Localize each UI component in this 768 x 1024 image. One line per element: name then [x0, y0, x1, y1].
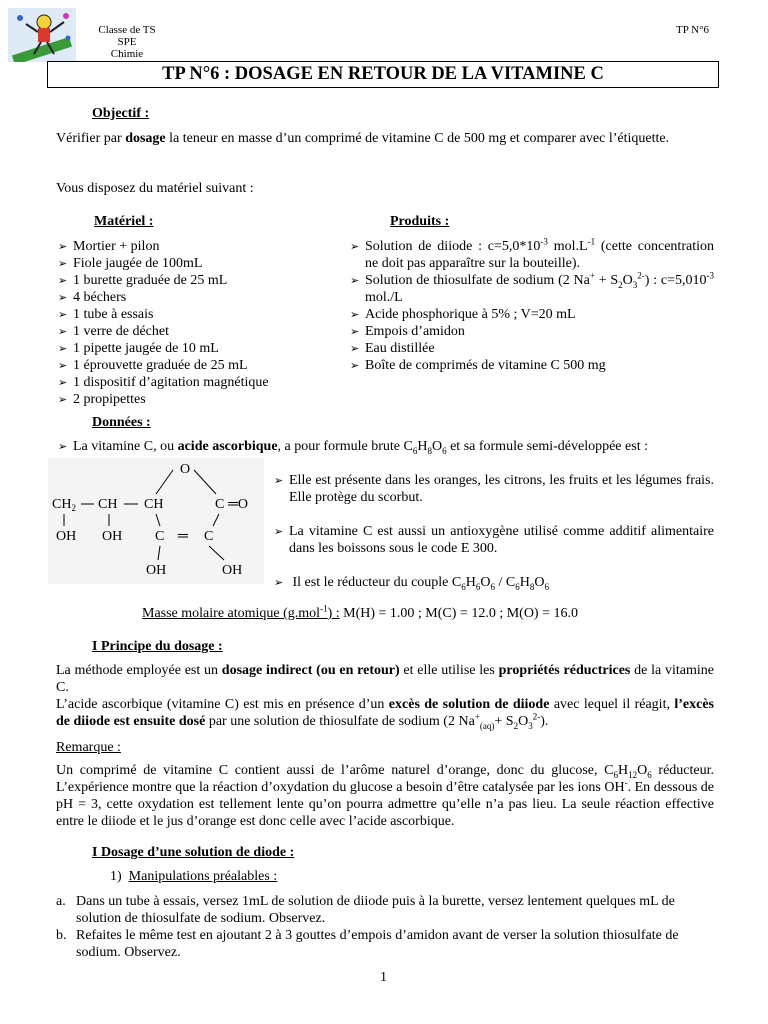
list-item: ➢ Acide phosphorique à 5% ; V=20 mL: [350, 306, 714, 323]
list-item: ➢ 1 verre de déchet: [58, 323, 338, 340]
principe-text: La méthode employée est un dosage indirect (ou en retour) et elle utilise les propriétés réductrices de la vitamine C. L’acide ascorbique (vitamine C) est mis en présence d’un excès de solution de diiode avec lequel il réagit, l’excès de diiode est ensuite dosé par une solution de thiosulfate de sodium (2 $Na^+_{(aq)}+ S_2O_3^{2-}$).: [56, 663, 714, 731]
class-header: [92, 24, 162, 60]
remarque-text: Un comprimé de vitamine C contient aussi de l’arôme naturel d’orange, donc du glucose, $C_6H_{12}O_6$ réducteur. L’expérience montre que la réaction d’oxydation du glucose a besoin d’être catalysée par les ions OH-. En dessous de pH = 3, cette oxydation est tellement lente qu’on pourra admettre qu’elle n’a pas lieu. La seule réaction effective entre le diiode et le jus d’orange est donc celle avec l’acide ascorbique.: [56, 763, 715, 829]
page-number: 1: [380, 970, 387, 985]
subject-line: Chimie: [110, 48, 144, 60]
list-item: ➢ La vitamine C est aussi un antioxygène utilisé comme additif alimentaire dans les boissons sous le code E 300.: [274, 523, 714, 557]
item-b-text: Refaites le même test en ajoutant 2 à 3 gouttes d’empois d’amidon avant de verser la solution thiosulfate de sodium. Observez.: [76, 928, 679, 960]
list-item: ➢ Fiole jaugée de 100mL: [58, 255, 338, 272]
item-a-label: a.: [56, 894, 66, 909]
list-item: ➢ Solution de thiosulfate de sodium (2 $Na^+ + S_2O_3^{2-}$) : $c=5,010^{-3}$ mol./L: [350, 272, 714, 306]
struct-ch-a: CH: [98, 497, 118, 512]
struct-eq-o: ═O: [228, 497, 249, 512]
list-item: ➢ 1 burette graduée de 25 mL: [58, 272, 338, 289]
masse-molaire: [142, 605, 578, 622]
list-item: ➢ Boîte de comprimés de vitamine C 500 mg: [350, 357, 714, 374]
list-item: ➢ Eau distillée: [350, 340, 714, 357]
list-item: ➢ 1 pipette jaugée de 10 mL: [58, 340, 338, 357]
list-item: ➢ Il est le réducteur du couple $C_6H_6O_6 / C_6H_8O_6$: [274, 574, 714, 591]
struct-ch-b: CH: [144, 497, 164, 512]
class-line: Classe de TS SPE: [98, 24, 156, 48]
objectif-heading: Objectif :: [92, 106, 150, 121]
list-item: ➢ La vitamine C, ou acide ascorbique, a pour formule brute $C_6H_8O_6$ et sa formule semi-développée est :: [58, 438, 718, 455]
tp-number: TP N°6: [676, 24, 710, 36]
dosage-heading: I Dosage d’une solution de diode :: [92, 845, 295, 860]
struct-oh-4: OH: [222, 563, 243, 578]
remarque-heading: Remarque :: [56, 740, 121, 755]
masse-values: M(H) = 1.00 ; M(C) = 12.0 ; M(O) = 16.0: [339, 606, 578, 621]
list-item: ➢ 1 tube à essais: [58, 306, 338, 323]
formula-text-bold: acide ascorbique: [177, 439, 278, 454]
remarque-line-3: . En dessous de pH = 3, cette oxydation est tellement lente qu’on pourra admettre qu’elle n’a pas lieu. La seule réaction effective entre le diiode et le jus d’orange est donc celle avec l’acide ascorbique.: [56, 780, 715, 829]
list-item: ➢ 1 dispositif d’agitation magnétique: [58, 374, 338, 391]
list-item: ➢ 4 béchers: [58, 289, 338, 306]
vitamin-facts: [274, 472, 714, 591]
principe-heading: I Principe du dosage :: [92, 639, 223, 654]
sub-number: 1): [110, 869, 122, 884]
struct-oh-3: OH: [146, 563, 167, 578]
page-title: TP N°6 : DOSAGE EN RETOUR DE LA VITAMINE C: [47, 61, 719, 88]
struct-o-top: O: [180, 462, 191, 477]
struct-oh-1: OH: [56, 529, 77, 544]
sub-heading-text: Manipulations préalables :: [128, 869, 278, 884]
formula-text-b: , a pour formule brute C: [277, 439, 413, 454]
remarque-line-2: réducteur. L’expérience montre que la réaction d’oxydation du glucose a besoin d’être catalysée par les ions OH: [56, 763, 715, 795]
masse-label: Masse molaire atomique (g.mol$^{-1}$) :: [142, 603, 340, 621]
list-item: ➢ Elle est présente dans les oranges, les citrons, les fruits et les légumes frais. Elle protège du scorbut.: [274, 472, 714, 506]
produits-list: [350, 238, 714, 374]
formula-text-c: et sa formule semi-développée est :: [446, 439, 648, 454]
list-item: ➢ 1 éprouvette graduée de 25 mL: [58, 357, 338, 374]
list-item: ➢ Mortier + pilon: [58, 238, 338, 255]
formula-bullet: [58, 438, 718, 455]
produits-heading: Produits :: [390, 214, 450, 229]
intro-text: Vous disposez du matériel suivant :: [56, 181, 254, 196]
item-b-label: b.: [56, 928, 67, 943]
struct-c-right: C: [215, 497, 225, 512]
list-item: ➢ Empois d’amidon: [350, 323, 714, 340]
formula-text-a: La vitamine C, ou: [73, 439, 178, 454]
objectif-text-a: Vérifier par: [56, 131, 126, 146]
school-logo: [8, 8, 76, 62]
materiel-heading: Matériel :: [94, 214, 154, 229]
struct-c-bl: C: [155, 529, 165, 544]
objectif-text-b: la teneur en masse d’un comprimé de vitamine C de 500 mg et comparer avec l’étiquette.: [165, 131, 670, 146]
objectif-text: [56, 130, 714, 147]
item-a-text: Dans un tube à essais, versez 1mL de solution de diiode puis à la burette, versez lentement quelques mL de solution de thiosulfate de sodium. Observez.: [76, 894, 675, 926]
struct-double-bond: ═: [178, 529, 188, 544]
materiel-list: [58, 238, 338, 408]
struct-ch2: $CH_2$: [52, 497, 76, 513]
sub-heading: [110, 868, 277, 885]
list-item: ➢ Solution de diiode : $c=5,0*10^{-3}$ $mol.L^{-1}$ (cette concentration ne doit pas apparaître sur la bouteille).: [350, 238, 714, 272]
list-item: ➢ 2 propipettes: [58, 391, 338, 408]
struct-c-br: C: [204, 529, 214, 544]
donnees-heading: Données :: [92, 415, 151, 430]
ascorbic-acid-structure: [48, 458, 264, 584]
struct-oh-2: OH: [102, 529, 123, 544]
objectif-text-bold: dosage: [125, 131, 166, 146]
